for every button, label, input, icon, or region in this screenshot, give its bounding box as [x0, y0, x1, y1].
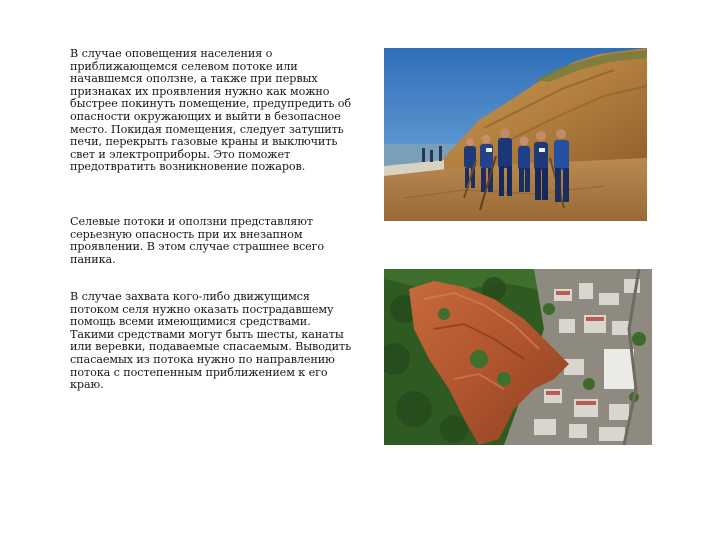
aerial-landslide-illustration [384, 269, 652, 445]
paragraph-rescue: В случае захвата кого-либо движущимся потоком селя нужно оказать пострадавшему помощь всеми имеющимися средствами. Такими средствами могут быть шесты, канаты или веревки, подаваемые спасаемым. Выводить спасаемых из потока нужно по направлению потока с постепенным приближением к его краю. [70, 290, 352, 392]
paragraph-danger: Селевые потоки и оползни представляют серьезную опасность при их внезапном проявлении. В этом случае страшнее всего паника. [70, 215, 325, 266]
paragraph-evacuation: В случае оповещения населения о приближающемся селевом потоке или начавшемся оползне, а также при первых признаках их проявления нужно как можно быстрее покинуть помещение, предупредить об опасности окружающих и выйти в безопасное место. Покидая помещения, следует затушить печи, перекрыть газовые краны и выключить свет и электроприборы. Это поможет предотвратить возникновение пожаров. [70, 47, 352, 174]
rescue-workers-illustration [384, 48, 647, 221]
rescue-workers-photo [384, 48, 647, 221]
aerial-landslide-photo [384, 269, 652, 445]
